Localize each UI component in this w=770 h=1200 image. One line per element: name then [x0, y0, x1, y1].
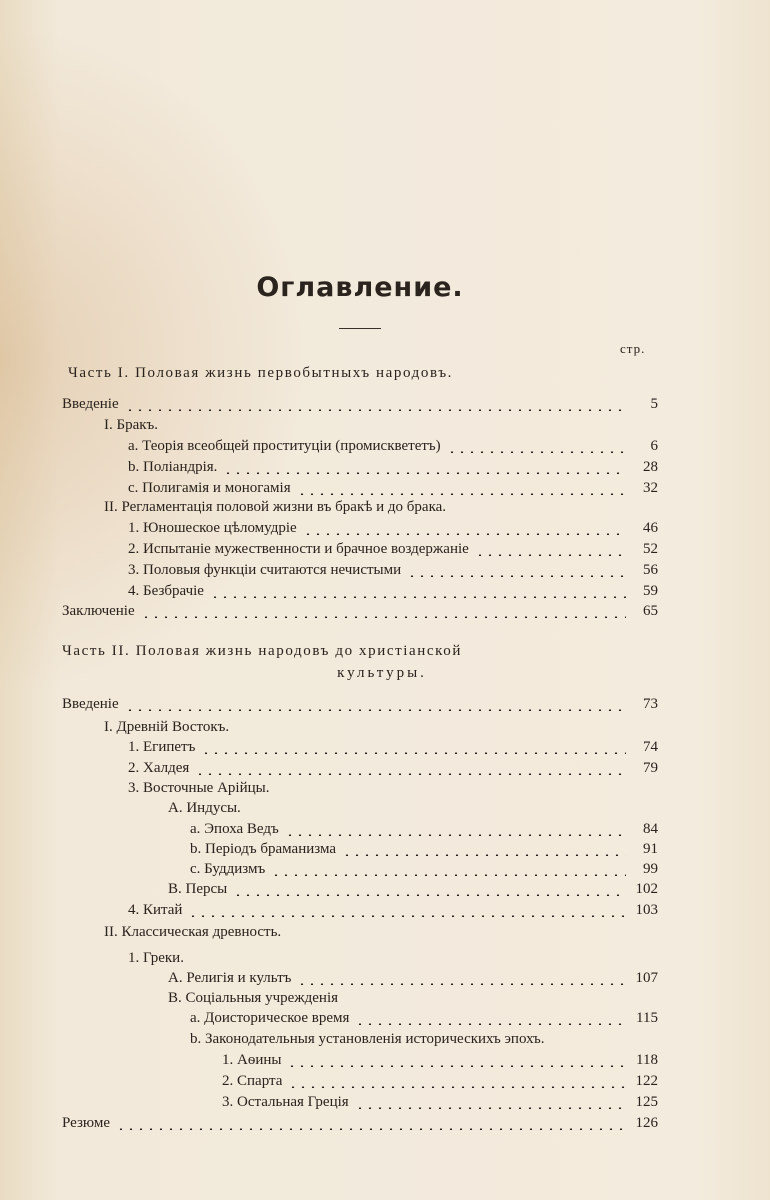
leader-dots [125, 409, 626, 411]
leader-dots [223, 472, 626, 474]
toc-entry-label: I. Древній Востокъ. [104, 719, 230, 735]
leader-dots [285, 834, 626, 836]
toc-entry-label: A. Религія и культъ [168, 970, 292, 986]
leader-dots [188, 915, 626, 917]
toc-entry [190, 1010, 658, 1030]
leader-dots [233, 894, 626, 896]
toc-entry-label: 4. Безбрачіе [128, 583, 204, 599]
page-column-header: стр. [620, 341, 646, 356]
toc-entry-page: 74 [643, 739, 658, 755]
toc-entry-label: Введеніе [62, 696, 119, 712]
toc-entry [128, 541, 658, 561]
toc-entry-page: 5 [650, 396, 658, 412]
leader-dots [288, 1086, 626, 1088]
toc-entry-label: 2. Испытаніе мужественности и брачное воздержаніе [128, 541, 469, 557]
toc-section-heading [104, 924, 658, 944]
toc-entry-label: a. Доисторическое время [190, 1010, 350, 1026]
toc-entry-label: c. Полигамія и моногамія [128, 480, 291, 496]
toc-section-heading [128, 780, 658, 800]
toc-entry [128, 438, 658, 458]
leader-dots [407, 575, 626, 577]
toc-entry-label: 1. Греки. [128, 950, 184, 966]
toc-entry-label: II. Классическая древность. [104, 924, 282, 940]
toc-section-heading [168, 990, 658, 1010]
toc-entry-label: a. Эпоха Ведъ [190, 821, 279, 837]
leader-dots [201, 752, 626, 754]
part-1-heading: Часть I. Половая жизнь первобытныхъ народовъ. [68, 365, 454, 381]
toc-entry-label: Введеніе [62, 396, 119, 412]
page-title: Оглавление. [256, 272, 464, 303]
toc-entry [190, 861, 658, 881]
toc-entry [168, 881, 658, 901]
leader-dots [297, 493, 626, 495]
leader-dots [210, 596, 626, 598]
toc-section-heading [104, 719, 658, 739]
toc-entry-page: 52 [643, 541, 658, 557]
leader-dots [475, 554, 626, 556]
toc-entry-label: a. Теорія всеобщей проституціи (промисквететъ) [128, 438, 441, 454]
toc-section-heading [128, 950, 658, 970]
leader-dots [195, 773, 626, 775]
toc-entry-label: c. Буддизмъ [190, 861, 266, 877]
toc-entry-label: 3. Половыя функціи считаются нечистыми [128, 562, 402, 578]
part-2-heading: Часть II. Половая жизнь народовъ до христіанской [62, 643, 463, 659]
leader-dots [447, 451, 626, 453]
toc-entry-page: 65 [643, 603, 658, 619]
toc-entry [128, 520, 658, 540]
toc-entry [128, 562, 658, 582]
title-rule [339, 328, 381, 329]
toc-entry-label: b. Поліандрія. [128, 459, 218, 475]
toc-section-heading [168, 800, 658, 820]
toc-entry-page: 79 [643, 760, 658, 776]
toc-entry-label: b. Періодъ браманизма [190, 841, 337, 857]
toc-entry [222, 1094, 658, 1114]
leader-dots [116, 1128, 626, 1130]
toc-entry [190, 821, 658, 841]
toc-entry [62, 396, 658, 416]
toc-entry-label: 1. Юношеское цѣломудріе [128, 520, 297, 536]
toc-entry [128, 459, 658, 479]
toc-entry [128, 739, 658, 759]
toc-entry-page: 56 [643, 562, 658, 578]
toc-entry [222, 1073, 658, 1093]
toc-entry-label: 1. Египетъ [128, 739, 196, 755]
leader-dots [342, 854, 626, 856]
toc-entry-label: 2. Халдея [128, 760, 190, 776]
toc-entry [128, 480, 658, 500]
leader-dots [125, 709, 626, 711]
toc-entry-page: 118 [636, 1052, 658, 1068]
toc-entry [62, 603, 658, 623]
toc-entry-label: B. Персы [168, 881, 228, 897]
toc-entry-page: 103 [635, 902, 658, 918]
toc-entry [222, 1052, 658, 1072]
toc-entry-label: 4. Китай [128, 902, 183, 918]
toc-entry-label: A. Индусы. [168, 800, 241, 816]
leader-dots [355, 1107, 626, 1109]
toc-entry-label: 1. Аѳины [222, 1052, 282, 1068]
leader-dots [287, 1065, 626, 1067]
toc-entry-label: I. Бракъ. [104, 417, 159, 433]
leader-dots [355, 1023, 626, 1025]
toc-entry [128, 583, 658, 603]
toc-entry-page: 122 [635, 1073, 658, 1089]
toc-entry-page: 46 [643, 520, 658, 536]
toc-entry-page: 91 [643, 841, 658, 857]
toc-entry-page: 102 [635, 881, 658, 897]
toc-entry-page: 28 [643, 459, 658, 475]
toc-entry-page: 126 [635, 1115, 658, 1131]
toc-entry-label: Заключеніе [62, 603, 135, 619]
toc-entry [62, 1115, 658, 1135]
toc-entry-page: 115 [636, 1010, 658, 1026]
toc-section-heading [104, 417, 658, 437]
toc-entry-label: B. Соціальныя учрежденія [168, 990, 339, 1006]
toc-entry-page: 59 [643, 583, 658, 599]
toc-entry-label: Резюме [62, 1115, 111, 1131]
toc-entry-label: b. Законодательныя установленія историческихъ эпохъ. [190, 1031, 545, 1047]
toc-entry-label: 2. Спарта [222, 1073, 283, 1089]
toc-entry [62, 696, 658, 716]
toc-entry-page: 107 [635, 970, 658, 986]
toc-entry-page: 125 [635, 1094, 658, 1110]
toc-entry-page: 84 [643, 821, 658, 837]
part-2-heading-continued: культуры. [337, 665, 427, 681]
toc-entry [128, 760, 658, 780]
toc-section-heading [104, 499, 658, 519]
toc-entry-label: II. Регламентація половой жизни въ бракѣ и до брака. [104, 499, 447, 515]
toc-entry-page: 32 [643, 480, 658, 496]
toc-entry [168, 970, 658, 990]
toc-entry-label: 3. Остальная Греція [222, 1094, 349, 1110]
toc-entry [190, 841, 658, 861]
toc-entry-page: 99 [643, 861, 658, 877]
leader-dots [297, 983, 626, 985]
toc-entry-page: 73 [643, 696, 658, 712]
toc-entry-label: 3. Восточные Арійцы. [128, 780, 270, 796]
leader-dots [141, 616, 626, 618]
toc-entry [128, 902, 658, 922]
toc-section-heading [190, 1031, 658, 1051]
toc-entry-page: 6 [650, 438, 658, 454]
leader-dots [271, 874, 626, 876]
leader-dots [303, 533, 626, 535]
